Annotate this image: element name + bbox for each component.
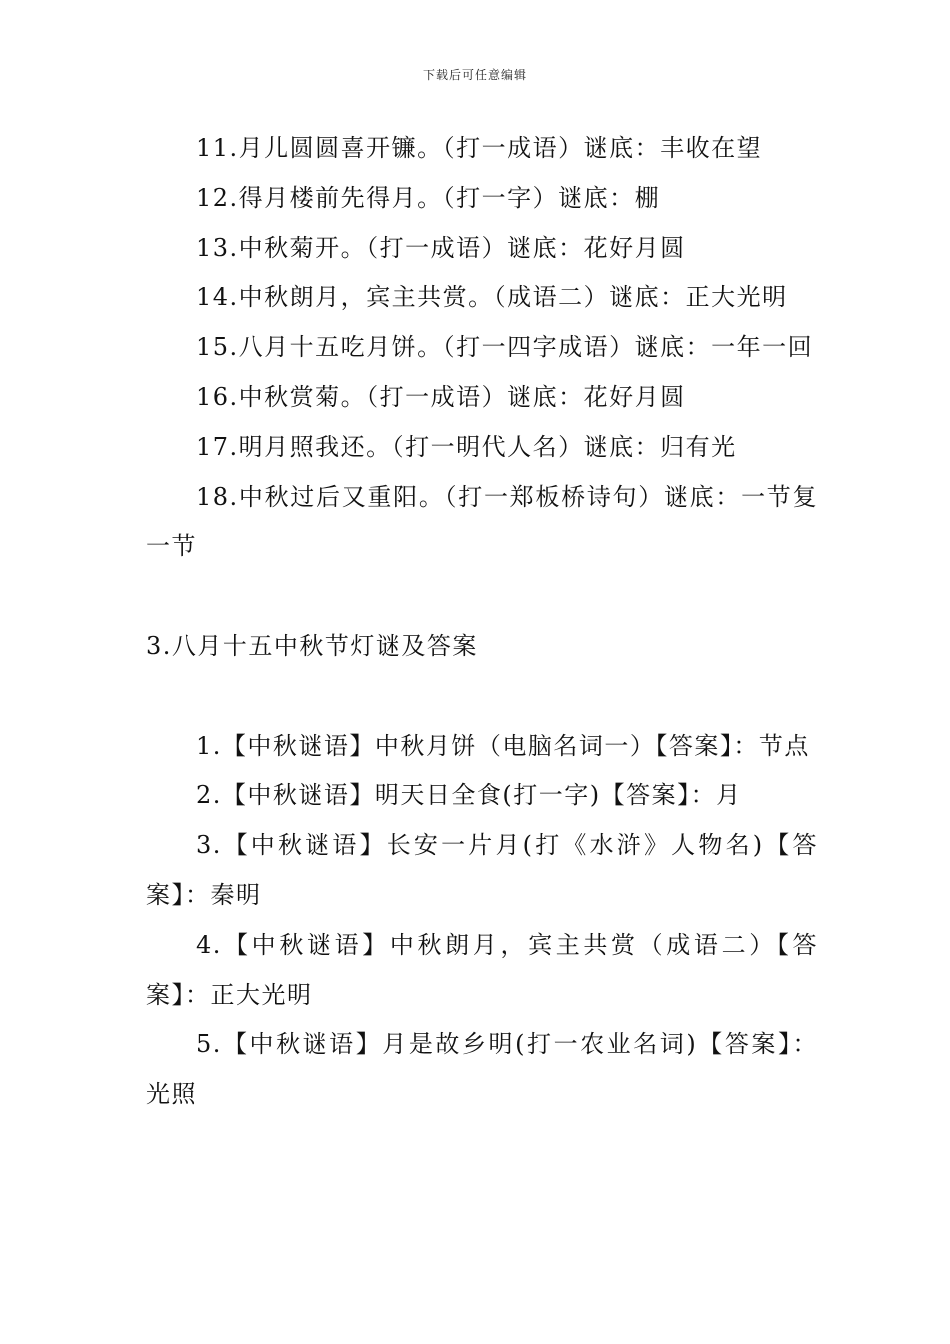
riddle-item: 4.【中秋谜语】中秋朗月，宾主共赏（成语二）【答案】：正大光明 [146,930,818,1009]
riddle-item: 17.明月照我还。（打一明代人名）谜底：归有光 [196,432,737,461]
riddle-item: 1.【中秋谜语】中秋月饼（电脑名词一）【答案】：节点 [196,731,810,760]
riddle-item: 2.【中秋谜语】明天日全食(打一字)【答案】：月 [196,781,742,810]
document-body [146,124,818,1120]
blank-line [146,572,818,622]
riddle-item: 11.月儿圆圆喜开镰。（打一成语）谜底：丰收在望 [196,134,763,162]
riddle-item: 13.中秋菊开。（打一成语）谜底：花好月圆 [196,233,686,262]
blank-line [146,672,818,722]
riddle-item: 3.【中秋谜语】长安一片月(打《水浒》人物名)【答案】：秦明 [146,831,818,909]
section-title: 3.八月十五中秋节灯谜及答案 [146,631,478,660]
riddle-item: 15.八月十五吃月饼。（打一四字成语）谜底：一年一回 [196,333,814,362]
riddle-item: 16.中秋赏菊。（打一成语）谜底：花好月圆 [196,382,686,411]
riddle-item: 14.中秋朗月，宾主共赏。（成语二）谜底：正大光明 [196,283,788,312]
riddle-item: 12.得月楼前先得月。（打一字）谜底：棚 [196,183,661,212]
riddle-item: 18.中秋过后又重阳。（打一郑板桥诗句）谜底：一节复一节 [146,482,818,561]
page-header: 下载后可任意编辑 [422,68,527,82]
riddle-item: 5.【中秋谜语】月是故乡明(打一农业名词)【答案】：光照 [146,1030,818,1109]
